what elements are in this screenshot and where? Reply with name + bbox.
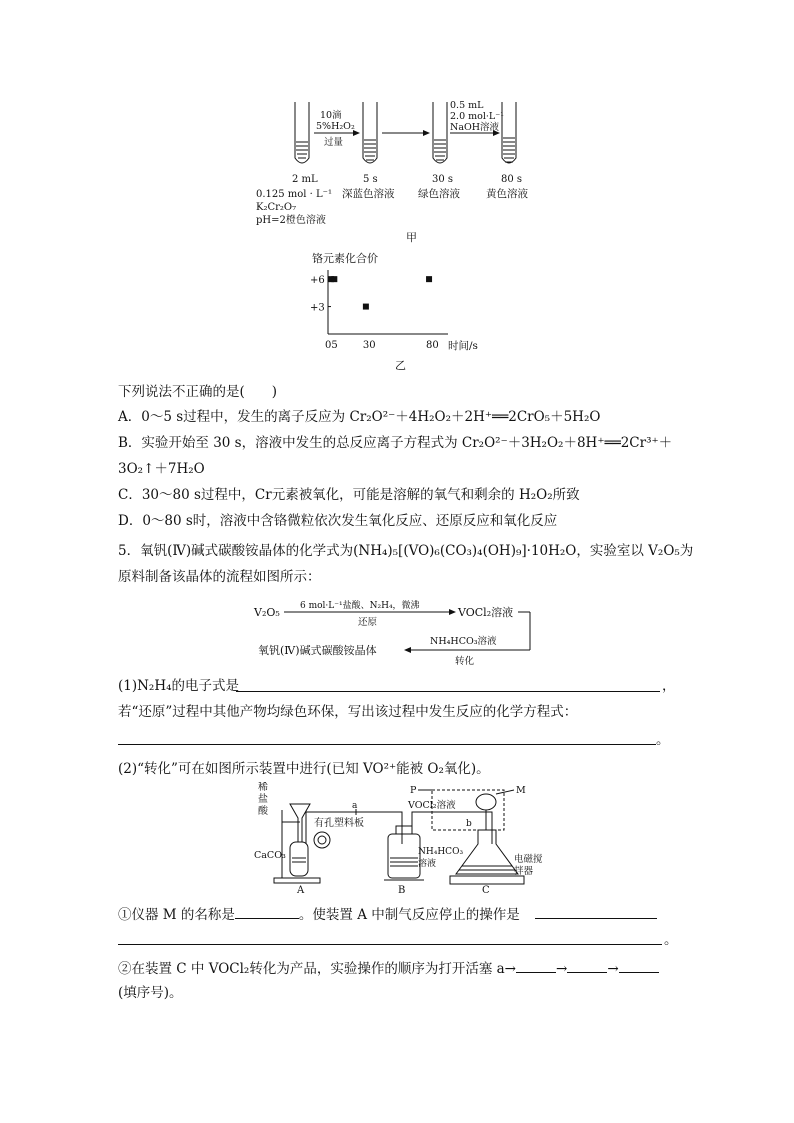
data-point: [331, 276, 337, 282]
label-p: P: [410, 785, 417, 796]
wash-bottle-b: [388, 834, 420, 878]
x-tick-label: 0: [325, 340, 332, 351]
data-point: [426, 276, 432, 282]
magnetic-stirrer: [450, 876, 524, 884]
q5-flow-diagram: [250, 600, 550, 670]
reagent1-line2: 5%H₂O₂: [316, 121, 355, 132]
test-tube-3: [433, 102, 447, 163]
q5-part2-q1: [118, 904, 520, 924]
answer-blank-stop-operation-2[interactable]: [118, 944, 662, 945]
flow-mid: VOCl₂溶液: [458, 606, 514, 619]
funnel-m: [476, 794, 496, 810]
tube-color-2: 深蓝色溶液: [342, 188, 395, 200]
test-tube-2: [363, 102, 377, 163]
label-valve-a: a: [352, 801, 358, 811]
tube-color-4: 黄色溶液: [486, 188, 528, 200]
x-tick-label: 80: [426, 340, 439, 351]
chart-ylabel: 铬元素化合价: [312, 252, 378, 265]
reagent1-line1: 10滴: [320, 110, 342, 121]
label-a: A: [297, 885, 305, 894]
y-tick-label: +3: [310, 302, 325, 314]
flow-step2-top: NH₄HCO₃溶液: [430, 636, 497, 647]
label-plate: 有孔塑料板: [314, 818, 364, 829]
figure-yi-chart: [300, 248, 500, 373]
q4-option-b-line1: B．实验开始至 30 s，溶液中发生的总反应离子方程式为 Cr₂O²⁻＋3H₂O₂＋8H⁺══2Cr³⁺＋: [118, 435, 673, 451]
chart-caption: 乙: [395, 359, 406, 372]
q4-option-b-line2: 3O₂↑＋7H₂O: [118, 461, 205, 477]
reagent2-line3: NaOH溶液: [450, 122, 500, 133]
label-m: M: [516, 785, 526, 796]
q5-part2-q1-prompt: ①仪器 M 的名称是: [118, 907, 235, 923]
arrow-symbol-1: →: [556, 961, 568, 977]
answer-blank-step-3[interactable]: [619, 958, 659, 973]
tube-label-3: 30 s: [432, 174, 454, 185]
answer-blank-step-1[interactable]: [516, 958, 556, 973]
label-c: C: [482, 885, 490, 894]
answer-blank-step-2[interactable]: [567, 958, 607, 973]
q5-part1-prompt: (1)N₂H₄的电子式是: [118, 678, 240, 694]
q5-part2-q2-end: (填序号)。: [118, 985, 183, 1001]
q5-part2-q2-prompt: ②在装置 C 中 VOCl₂转化为产品，实验操作的顺序为打开活塞 a→: [118, 961, 516, 977]
test-tube-4: [502, 102, 516, 163]
x-tick-label: 30: [362, 340, 376, 351]
reagent2-line1: 0.5 mL: [450, 100, 484, 111]
chart-xlabel: 时间/s: [448, 340, 478, 352]
x-tick-label: 5: [331, 340, 338, 351]
y-tick-label: +6: [310, 275, 325, 287]
q5-stem-line2: 原料制备该晶体的流程如图所示：: [118, 569, 321, 585]
initial-conc: 0.125 mol · L⁻¹: [256, 189, 332, 200]
answer-blank-instrument-m[interactable]: [235, 904, 299, 919]
test-tube-1: [295, 102, 309, 163]
q5-part1-line1: [118, 677, 239, 695]
label-stirrer-1: 电磁搅: [514, 854, 543, 865]
label-stirrer-2: 拌器: [514, 866, 534, 877]
q4-stem: 下列说法不正确的是( ): [118, 384, 278, 400]
q5-part2-q1-prompt-b: 。使装置 A 中制气反应停止的操作是: [298, 907, 520, 923]
tube-label-4: 80 s: [501, 174, 523, 185]
tube-label-1: 2 mL: [292, 174, 318, 185]
label-acid-3: 酸: [258, 806, 268, 817]
flow-step2-bottom: 转化: [455, 656, 475, 667]
answer-blank-stop-operation[interactable]: [535, 918, 657, 919]
flow-step1-top: 6 mol·L⁻¹盐酸、N₂H₄，微沸: [300, 601, 420, 611]
label-nh4hco3-2: 溶液: [418, 859, 437, 869]
label-nh4hco3-1: NH₄HCO₃: [418, 847, 464, 857]
label-acid-2: 盐: [258, 794, 268, 805]
q4-option-c: C．30～80 s过程中，Cr元素被氧化，可能是溶解的氧气和剩余的 H₂O₂所致: [118, 487, 580, 503]
q5-part1-line2: 若“还原”过程中其他产物均绿色环保，写出该过程中发生反应的化学方程式：: [118, 704, 578, 720]
reagent2-line2: 2.0 mol·L⁻¹: [450, 111, 505, 122]
answer-blank-electron-formula[interactable]: [236, 691, 660, 692]
q5-part1-period: 。: [656, 732, 670, 748]
q4-option-d: D．0～80 s时，溶液中含铬微粒依次发生氧化反应、还原反应和氧化反应: [118, 513, 558, 529]
separatory-funnel-a: [290, 804, 310, 842]
figure-jia-caption: 甲: [406, 231, 417, 244]
initial-formula: K₂Cr₂O₇: [256, 202, 297, 213]
data-point: [363, 304, 369, 310]
q4-option-a: A．0～5 s过程中，发生的离子反应为 Cr₂O²⁻＋4H₂O₂＋2H⁺══2CrO₅＋5H₂O: [118, 409, 601, 425]
q5-part2-q1-period: 。: [664, 932, 678, 948]
label-caco3: CaCO₃: [254, 850, 286, 861]
reaction-tube-a: [290, 842, 308, 876]
arrow-symbol-2: →: [607, 961, 619, 977]
q5-apparatus-diagram: [252, 782, 562, 894]
q5-part2-q2: [118, 958, 659, 978]
tube-label-2: 5 s: [363, 174, 378, 185]
label-acid-1: 稀: [258, 782, 268, 793]
answer-blank-equation[interactable]: [118, 744, 656, 745]
conical-flask-c: [456, 830, 518, 874]
q5-stem-line1: 5．氧钒(Ⅳ)碱式碳酸铵晶体的化学式为(NH₄)₅[(VO)₆(CO₃)₄(OH)₉]·10H₂O，实验室以 V₂O₅为: [118, 543, 694, 559]
label-b-apparatus: B: [398, 885, 406, 894]
initial-ph: pH=2橙色溶液: [256, 215, 326, 226]
q5-part1-comma: ，: [662, 678, 676, 694]
label-b: b: [466, 819, 472, 829]
label-vocl2: VOCl₂溶液: [408, 800, 456, 811]
tube-color-3: 绿色溶液: [418, 188, 460, 200]
q5-part2-intro: (2)“转化”可在如图所示装置中进行(已知 VO²⁺能被 O₂氧化)。: [118, 761, 490, 777]
figure-jia: [250, 96, 550, 244]
flow-end: 氧钒(Ⅳ)碱式碳酸铵晶体: [258, 644, 377, 657]
reagent1-line3: 过量: [324, 137, 344, 148]
flow-step1-bottom: 还原: [358, 617, 378, 628]
stand-base-a: [274, 878, 320, 883]
flow-start: V₂O₅: [254, 606, 280, 619]
